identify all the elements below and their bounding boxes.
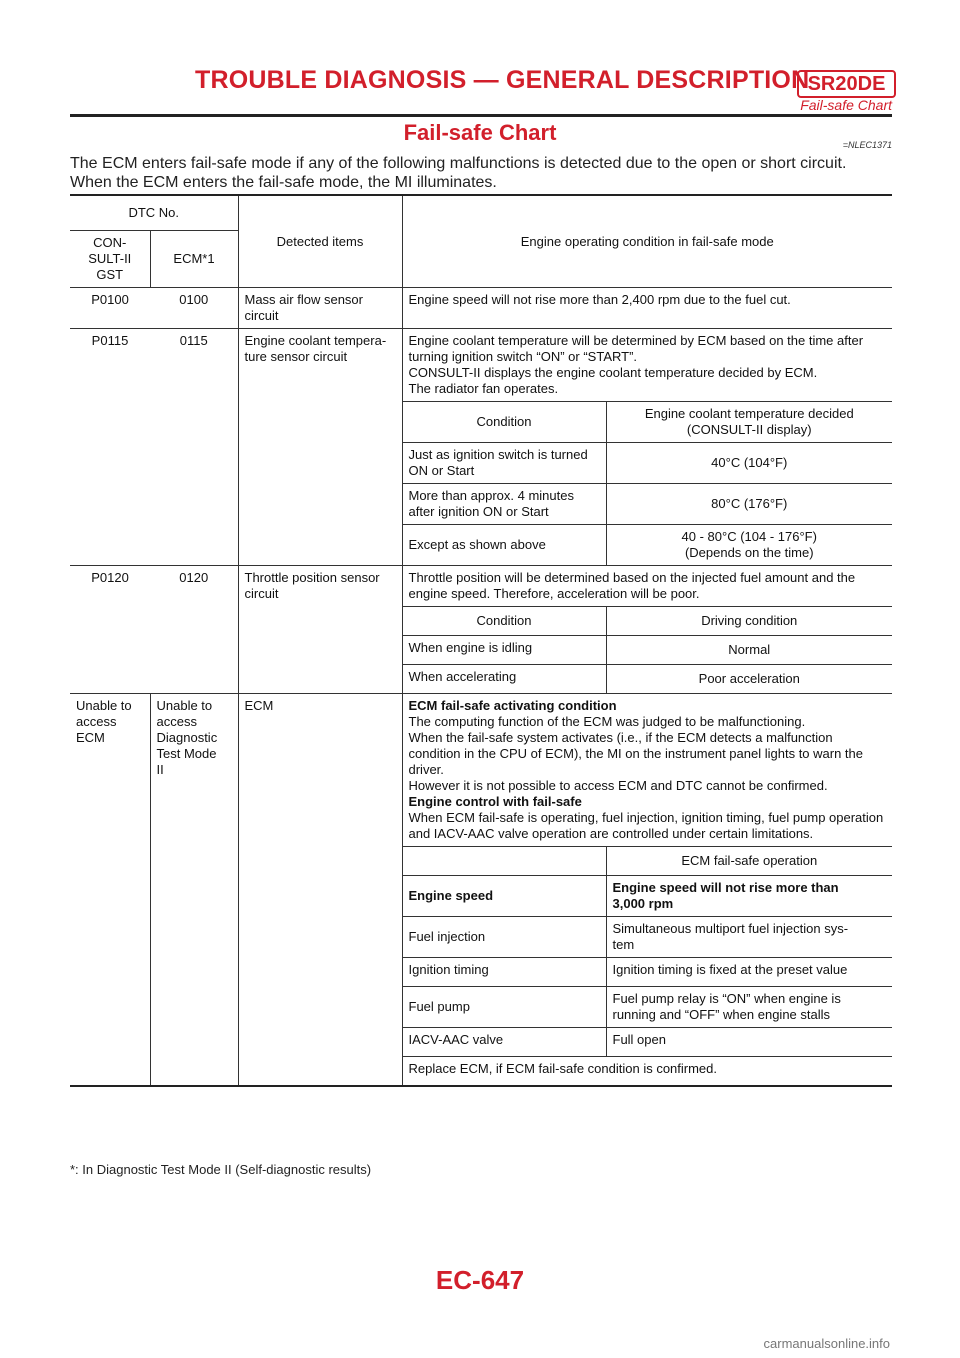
- intro-paragraph: The ECM enters fail-safe mode if any of the following malfunctions is detected due to the open or short circuit. When the ECM enters the fail-safe mode, the MI illuminates.: [70, 155, 847, 191]
- dtc-consult: P0115: [91, 333, 129, 348]
- fail-safe-table: [70, 194, 892, 1087]
- subtable-cell: Engine speed will not rise more than 3,000 rpm: [606, 876, 892, 917]
- dtc-consult: P0100: [91, 292, 129, 307]
- page-number: EC-647: [435, 1265, 525, 1295]
- detected-item: Engine coolant tempera- ture sensor circuit: [238, 329, 402, 566]
- consult-header: CON- SULT-II GST: [88, 235, 132, 282]
- subtable-cell: 80°C (176°F): [606, 484, 892, 525]
- subtable-cell: Engine speed: [402, 876, 606, 917]
- subtable-cell: Normal: [606, 636, 892, 665]
- subtable-cell: 40°C (104°F): [606, 443, 892, 484]
- section-title: Fail-safe Chart: [403, 120, 557, 145]
- dtc-consult: Unable to access ECM: [76, 698, 132, 745]
- final-note: Replace ECM, if ECM fail-safe condition is confirmed.: [402, 1057, 892, 1087]
- subtable-header: Driving condition: [606, 607, 892, 636]
- subtable-cell: Full open: [606, 1028, 892, 1057]
- condition-text: Engine speed will not rise more than 2,400 rpm due to the fuel cut.: [402, 288, 892, 329]
- subtable-cell: Fuel pump: [402, 987, 606, 1028]
- subtable-cell: Except as shown above: [402, 525, 606, 566]
- footnote: *: In Diagnostic Test Mode II (Self-diagnostic results): [70, 1162, 372, 1177]
- subtable-cell: Fuel pump relay is “ON” when engine is running and “OFF” when engine stalls: [606, 987, 892, 1028]
- condition-header: Engine operating condition in fail-safe mode: [402, 195, 892, 288]
- subtable-cell: 40 - 80°C (104 - 176°F) (Depends on the time): [606, 525, 892, 566]
- ecm-header: ECM*1: [150, 231, 238, 288]
- watermark: carmanualsonline.info: [763, 1336, 890, 1351]
- subtable-header: Engine coolant temperature decided (CONSULT-II display): [606, 402, 892, 443]
- subtable-cell: More than approx. 4 minutes after ignition ON or Start: [402, 484, 606, 525]
- dtc-consult: P0120: [91, 570, 129, 585]
- subtable-header: Condition: [402, 607, 606, 636]
- header-rule: [70, 114, 892, 117]
- dtc-ecm: 0100: [179, 292, 209, 307]
- detected-item: Mass air flow sensor circuit: [238, 288, 402, 329]
- dtc-ecm: Unable to access Diagnostic Test Mode II: [150, 694, 238, 1087]
- dtc-no-header: DTC No.: [70, 195, 238, 231]
- subtable-cell: Simultaneous multiport fuel injection sys- tem: [606, 917, 892, 958]
- dtc-ecm: 0115: [179, 333, 208, 348]
- dtc-ecm: 0120: [179, 570, 209, 585]
- section-code: =NLEC1371: [842, 140, 892, 150]
- subtable-cell: IACV-AAC valve: [402, 1028, 606, 1057]
- control-text: When ECM fail-safe is operating, fuel injection, ignition timing, fuel pump operation and IACV-AAC valve operation are controlled under certain limitations.: [408, 810, 884, 841]
- subtable-cell: Just as ignition switch is turned ON or Start: [402, 443, 606, 484]
- subtable-cell: When engine is idling: [402, 636, 606, 665]
- activating-text: The computing function of the ECM was judged to be malfunctioning. When the fail-safe system activates (i.e., if the ECM detects a malfunction condition in the CPU of ECM), the MI on the instrument panel lights to warn the driver. However it is not possible to access ECM and DTC cannot be confirmed.: [408, 714, 864, 793]
- subtable-header: ECM fail-safe operation: [606, 847, 892, 876]
- subtable-cell: When accelerating: [402, 665, 606, 694]
- header-title: TROUBLE DIAGNOSIS — GENERAL DESCRIPTION: [195, 66, 810, 94]
- subtable-cell: Poor acceleration: [606, 665, 892, 694]
- header-subtitle: Fail-safe Chart: [800, 97, 892, 113]
- detected-item: ECM: [238, 694, 402, 1087]
- activating-heading: ECM fail-safe activating condition: [408, 698, 617, 713]
- subtable-header-empty: [402, 847, 606, 876]
- subtable-header: Condition: [402, 402, 606, 443]
- ecm-condition-block: [402, 694, 892, 847]
- detected-items-header: Detected items: [238, 195, 402, 288]
- condition-text: Engine coolant temperature will be determined by ECM based on the time after turning ignition switch “ON” or “START”. CONSULT-II displays the engine coolant temperature decided by ECM. The radiator fan operates.: [402, 329, 892, 402]
- subtable-cell: Fuel injection: [402, 917, 606, 958]
- subtable-cell: Ignition timing is fixed at the preset value: [606, 958, 892, 987]
- detected-item: Throttle position sensor circuit: [238, 566, 402, 694]
- model-badge: SR20DE: [797, 70, 896, 98]
- subtable-cell: Ignition timing: [402, 958, 606, 987]
- condition-text: Throttle position will be determined based on the injected fuel amount and the engine speed. Therefore, acceleration will be poor.: [402, 566, 892, 607]
- control-heading: Engine control with fail-safe: [408, 794, 582, 809]
